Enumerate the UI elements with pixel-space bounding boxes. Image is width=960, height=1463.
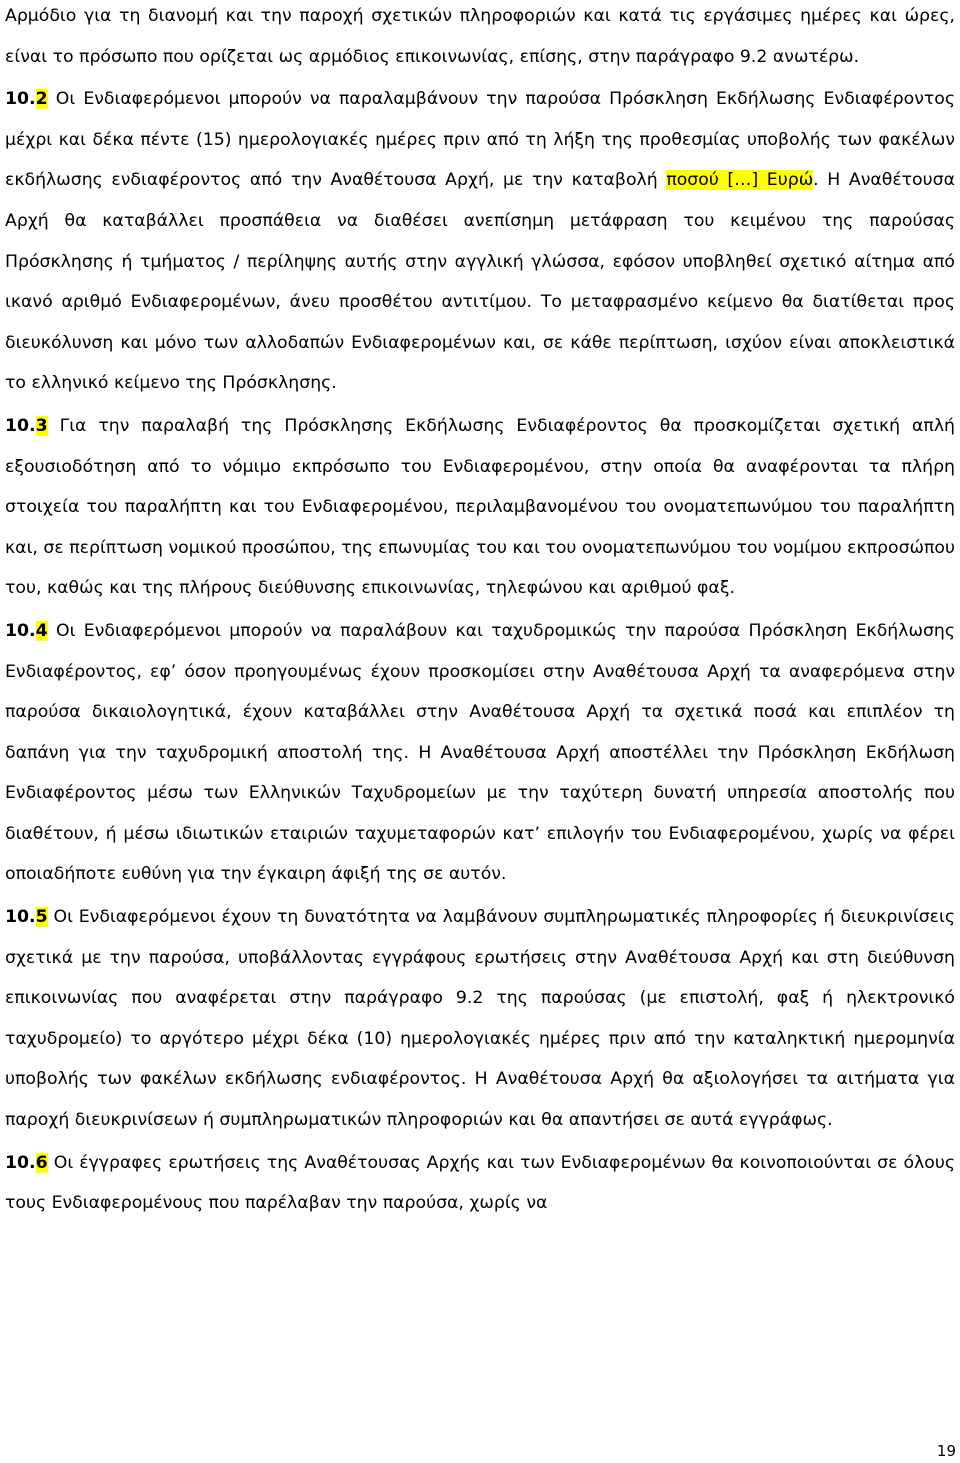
highlighted-amount: ποσού […] Ευρώ (666, 170, 814, 191)
highlighted-digit: 2 (35, 89, 48, 110)
highlighted-digit: 6 (35, 1152, 48, 1173)
highlighted-digit: 3 (35, 415, 48, 436)
intro-paragraph: Αρμόδιο για τη διανομή και την παροχή σχετικών πληροφοριών και κατά τις εργάσιμες ημέρες και ώρες, είναι το πρόσωπο που ορίζεται ως αρμόδιος επικοινωνίας, επίσης, στην παράγραφο 9.2 ανωτέρω. (5, 6, 955, 67)
section-text: Οι Ενδιαφερόμενοι έχουν τη δυνατότητα να λαμβάνουν συμπληρωματικές πληροφορίες ή διευκρινίσεις σχετικά με την παρούσα, υποβάλλοντας εγγράφους ερωτήσεις στην Αναθέτουσα Αρχή και στη διεύθυνση επικοινωνίας που αναφέρεται στην παράγραφο 9.2 της παρούσας (με επιστολή, φαξ ή ηλεκτρονικό ταχυδρομείο) το αργότερο μέχρι δέκα (10) ημερολογιακές ημέρες πριν από την καταληκτική ημερομηνία υποβολής των φακέλων εκδήλωσης ενδιαφέροντος. Η Αναθέτουσα Αρχή θα αξιολογήσει τα αιτήματα για παροχή διευκρινίσεων ή συμπληρωματικών πληροφοριών και θα απαντήσει σε αυτά εγγράφως. (5, 907, 955, 1131)
page-number: 19 (936, 1442, 956, 1460)
highlighted-digit: 4 (35, 620, 48, 641)
section-text: Οι έγγραφες ερωτήσεις της Αναθέτουσας Αρχής και των Ενδιαφερομένων θα κοινοποιούνται σε όλους τους Ενδιαφερομένους που παρέλαβαν την παρούσα, χωρίς να (5, 1152, 955, 1214)
section-text: Οι Ενδιαφερόμενοι μπορούν να παραλάβουν και ταχυδρομικώς την παρούσα Πρόσκληση Εκδήλωσης Ενδιαφέροντος, εφ’ όσον προηγουμένως έχουν προσκομίσει στην Αναθέτουσα Αρχή τα αναφερόμενα στην παρούσα δικαιολογητικά, έχουν καταβάλλει στην Αναθέτουσα Αρχή τα σχετικά ποσά και επιπλέον τη δαπάνη για την ταχυδρομική αποστολή της. Η Αναθέτουσα Αρχή αποστέλλει την Πρόσκληση Εκδήλωση Ενδιαφέροντος μέσω των Ελληνικών Ταχυδρομείων με την ταχύτερη δυνατή υπηρεσία αποστολής που διαθέτουν, ή μέσω ιδιωτικών εταιριών ταχυμεταφορών κατ’ επιλογήν του Ενδιαφερομένου, χωρίς να φέρει οποιαδήποτε ευθύνη για την έγκαιρη άφιξή της σε αυτόν. (5, 620, 955, 885)
section-number: 10.2 (5, 89, 48, 110)
section-10-4 (5, 611, 955, 895)
document-page (5, 0, 955, 1224)
section-10-5 (5, 897, 955, 1141)
section-number: 10.5 (5, 907, 48, 928)
section-10-2 (5, 79, 955, 404)
section-10-6 (5, 1143, 955, 1224)
section-number: 10.3 (5, 415, 48, 436)
section-text: Οι Ενδιαφερόμενοι μπορούν να παραλαμβάνουν την παρούσα Πρόσκληση Εκδήλωσης Ενδιαφέροντος μέχρι και δέκα πέντε (15) ημερολογιακές ημέρες πριν από τη λήξη της προθεσμίας υποβολής των φακέλων εκδήλωσης ενδιαφέροντος από την Αναθέτουσα Αρχή, με την καταβολή (5, 89, 955, 191)
section-number: 10.4 (5, 620, 48, 641)
section-number: 10.6 (5, 1152, 48, 1173)
highlighted-digit: 5 (35, 907, 48, 928)
section-text: Για την παραλαβή της Πρόσκλησης Εκδήλωσης Ενδιαφέροντος θα προσκομίζεται σχετική απλή εξουσιοδότηση από το νόμιμο εκπρόσωπο του Ενδιαφερομένου, στην οποία θα αναφέρονται τα πλήρη στοιχεία του παραλήπτη και του Ενδιαφερομένου, περιλαμβανομένου του ονοματεπωνύμου του παραλήπτη και, σε περίπτωση νομικού προσώπου, της επωνυμίας του και του ονοματεπωνύμου του νομίμου εκπροσώπου του, καθώς και της πλήρους διεύθυνσης επικοινωνίας, τηλεφώνου και αριθμού φαξ. (5, 415, 955, 599)
section-10-3 (5, 406, 955, 609)
section-text-continued: . Η Αναθέτουσα Αρχή θα καταβάλλει προσπάθεια να διαθέσει ανεπίσημη μετάφραση του κειμένου της παρούσας Πρόσκλησης ή τμήματος / περίληψης αυτής στην αγγλική γλώσσα, εφόσον υποβληθεί σχετικό αίτημα από ικανό αριθμό Ενδιαφερομένων, άνευ προσθέτου αντιτίμου. Το μεταφρασμένο κείμενο θα διατίθεται προς διευκόλυνση και μόνο των αλλοδαπών Ενδιαφερομένων και, σε κάθε περίπτωση, ισχύον είναι αποκλειστικά το ελληνικό κείμενο της Πρόσκλησης. (5, 170, 955, 394)
